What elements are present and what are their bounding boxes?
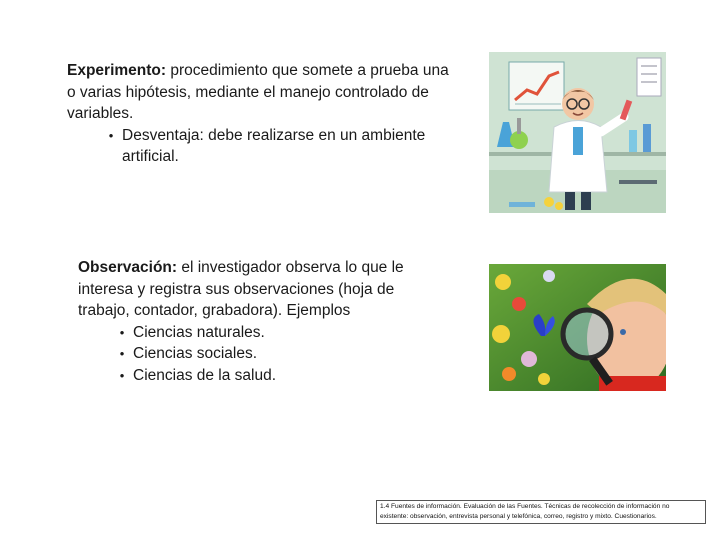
observation-bullet: [78, 322, 438, 344]
observation-bullet: [78, 365, 438, 387]
bullet-icon: •: [119, 367, 125, 383]
scientist-illustration: [489, 52, 666, 213]
experiment-term: Experimento:: [67, 62, 167, 79]
experiment-text: procedimiento que somete a prueba una o varias hipótesis, mediante el manejo controlado de variables.: [67, 62, 449, 122]
scientist-illustration-svg: [489, 52, 666, 213]
observation-bullet-text: Ciencias de la salud.: [133, 366, 277, 384]
observation-bullet: [78, 343, 438, 365]
footer-line-1: 1.4 Fuentes de información. Evaluación de las Fuentes. Técnicas de recolección de información no: [380, 503, 670, 510]
experiment-bullet-text: Desventaja: debe realizarse en un ambiente artificial.: [122, 126, 426, 165]
bullet-icon: •: [119, 346, 125, 361]
experiment-section: [67, 60, 457, 168]
experiment-definition: [67, 60, 457, 125]
footer-line-2: existente: observación, entrevista personal y telefónica, correo, registro y mixto. Cuestionarios.: [380, 513, 657, 520]
observation-definition: [78, 257, 438, 322]
observation-term: Observación:: [78, 259, 178, 276]
boy-magnifier-photo-svg: [489, 264, 666, 391]
footer-caption: [376, 500, 706, 524]
observation-section: [78, 257, 438, 386]
observation-bullet-text: Ciencias naturales.: [133, 323, 265, 341]
experiment-bullet: [67, 125, 457, 168]
observation-bullet-text: Ciencias sociales.: [133, 345, 258, 362]
boy-magnifier-photo: [489, 264, 666, 391]
bullet-icon: •: [108, 127, 114, 143]
bullet-icon: •: [119, 324, 125, 340]
observation-text: el investigador observa lo que le interesa y registra sus observaciones (hoja de trabajo, contador, grabadora). Ejemplos: [78, 259, 404, 319]
